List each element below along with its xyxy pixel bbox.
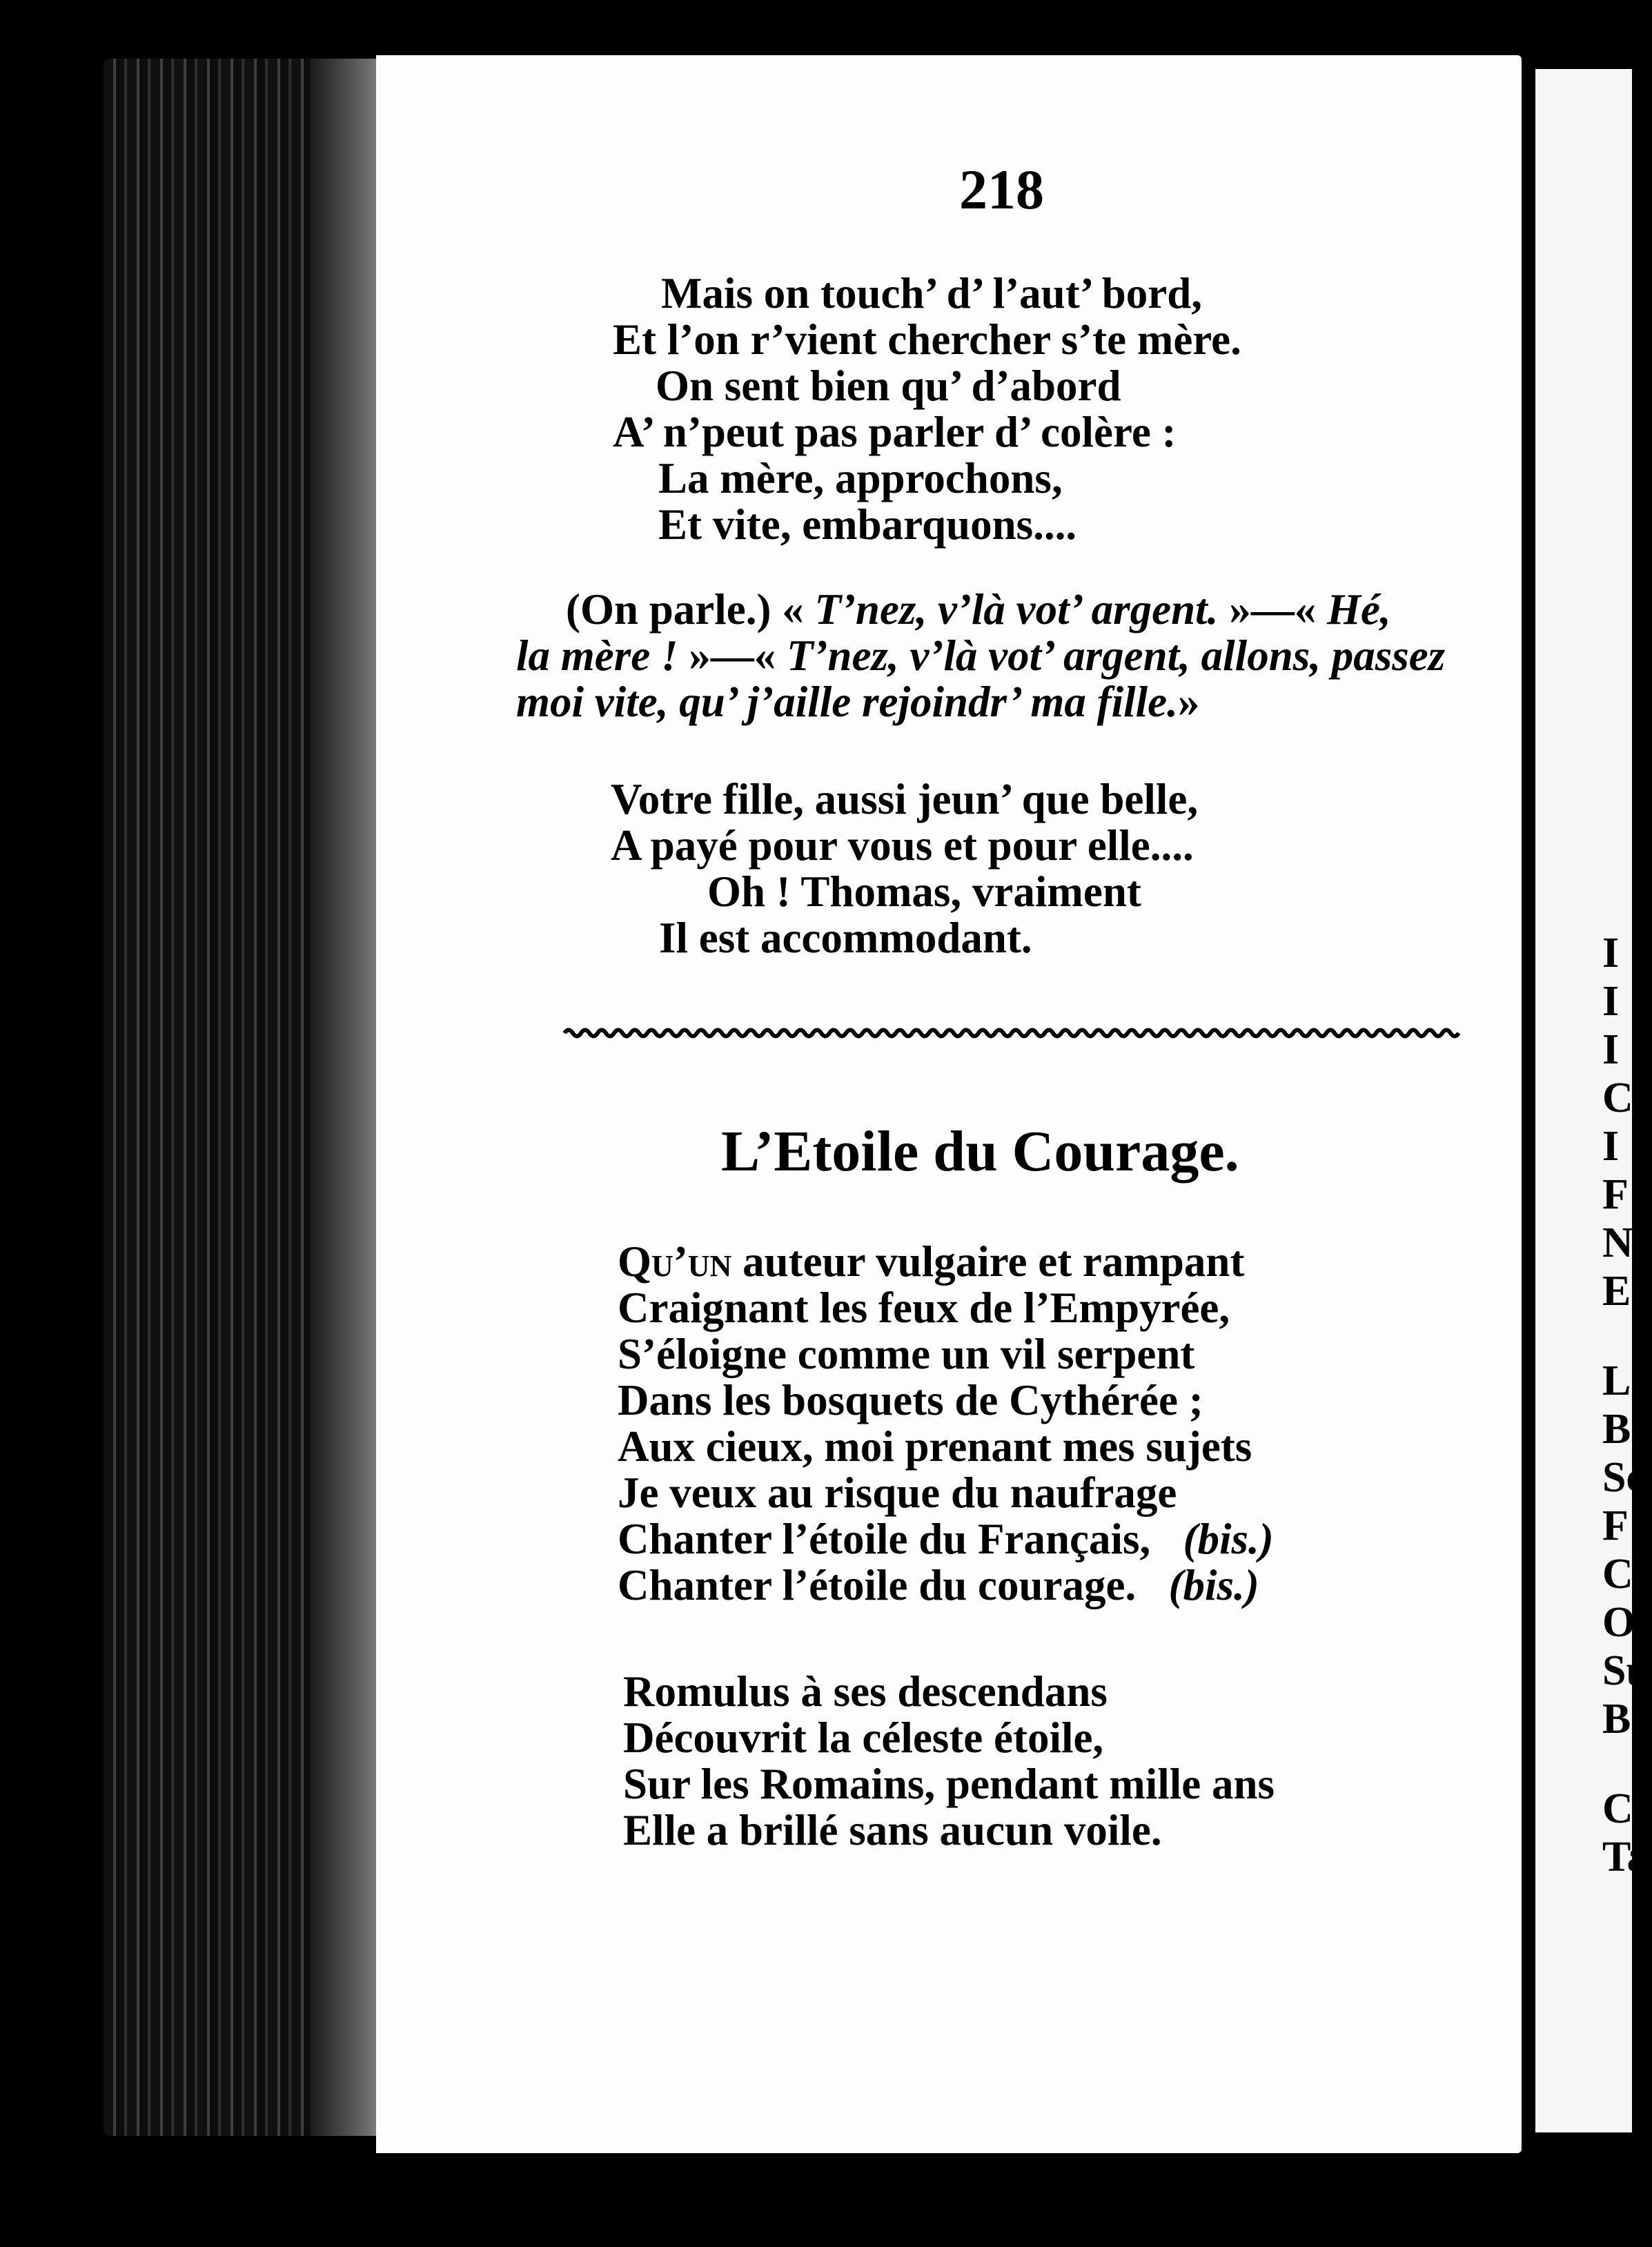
facing-letter: I: [1602, 978, 1620, 1025]
spoken-quote: moi vite, qu’ j’aille rejoindr’ ma fille.: [516, 678, 1178, 726]
song-title: L’Etoile du Courage.: [721, 1119, 1239, 1184]
facing-letter: F: [1602, 1502, 1629, 1549]
song-stanza-1: [618, 1239, 1274, 1609]
facing-letter: Sc: [1602, 1454, 1645, 1501]
verse-line: A’ n’peut pas parler d’ colère :: [613, 408, 1177, 456]
spoken-quote: la mère !: [516, 631, 678, 680]
verse-line: Sur les Romains, pendant mille ans: [623, 1760, 1275, 1808]
spoken-line: [516, 633, 1482, 679]
facing-letter: C: [1602, 1551, 1633, 1598]
spoken-end: »: [1177, 678, 1200, 726]
facing-letter: I: [1602, 930, 1620, 977]
verse-line: Votre fille, aussi jeun’ que belle,: [611, 775, 1199, 823]
spoken-lead: (On parle.) «: [566, 585, 815, 634]
facing-letter: O: [1602, 1599, 1636, 1646]
spoken-quote: Hé,: [1326, 585, 1391, 634]
facing-letter: Ce: [1602, 1785, 1652, 1832]
spoken-quote: T’nez, v’là vot’ argent.: [814, 585, 1219, 634]
verse-line: Romulus à ses descendans: [623, 1667, 1108, 1716]
section-divider: [564, 1027, 1462, 1039]
facing-letter: C: [1602, 1075, 1633, 1121]
verse-text: auteur vulgaire et rampant: [731, 1237, 1245, 1286]
stanza-end: [613, 271, 1241, 548]
spoken-passage: [516, 587, 1482, 725]
verse-line: Il est accommodant.: [659, 914, 1032, 962]
verse-line: Découvrit la céleste étoile,: [623, 1714, 1104, 1762]
verse-line: Et l’on r’vient chercher s’te mère.: [613, 315, 1241, 364]
verse-line: Je veux au risque du naufrage: [618, 1469, 1177, 1517]
verse-line: On sent bien qu’ d’abord: [656, 362, 1121, 410]
facing-letter: B: [1602, 1406, 1631, 1453]
spoken-separator: »—«: [678, 631, 787, 680]
spoken-separator: »—«: [1218, 585, 1327, 634]
verse-line: Craignant les feux de l’Empyrée,: [618, 1284, 1230, 1332]
facing-letter: N: [1602, 1219, 1633, 1266]
page-number: 218: [959, 158, 1044, 221]
drop-word: Qu’un: [618, 1237, 732, 1286]
verse-line: [618, 1239, 1274, 1285]
verse-line: Mais on touch’ d’ l’aut’ bord,: [661, 269, 1203, 317]
verse-line: Elle a brillé sans aucun voile.: [623, 1806, 1162, 1854]
bis-marker: (bis.): [1183, 1515, 1274, 1563]
verse-line: Oh ! Thomas, vraiment: [707, 867, 1141, 916]
refrain-line: [618, 1516, 1274, 1562]
verse-line: Et vite, embarquons....: [658, 500, 1077, 549]
verse-text: Chanter l’étoile du courage.: [618, 1561, 1137, 1609]
facing-letter: Ta: [1602, 1834, 1649, 1881]
stanza-close: [611, 776, 1198, 961]
facing-letter: E: [1602, 1268, 1631, 1315]
verse-line: Dans les bosquets de Cythérée ;: [618, 1376, 1203, 1424]
facing-letter: Br: [1602, 1696, 1650, 1743]
spoken-line: [516, 587, 1482, 633]
book-page-edges: [104, 59, 393, 2136]
verse-line: La mère, approchons,: [658, 454, 1063, 502]
facing-letter: Su: [1602, 1647, 1650, 1694]
spoken-quote: T’nez, v’là vot’ argent, allons, passez: [786, 631, 1446, 680]
facing-letter: I: [1602, 1026, 1620, 1073]
verse-text: Chanter l’étoile du Français,: [618, 1515, 1151, 1563]
facing-letter: F: [1602, 1171, 1629, 1218]
verse-line: A payé pour vous et pour elle....: [611, 821, 1194, 870]
verse-line: Aux cieux, moi prenant mes sujets: [618, 1422, 1252, 1471]
song-stanza-2: [623, 1669, 1275, 1854]
bis-marker: (bis.): [1168, 1561, 1259, 1609]
refrain-line: [618, 1562, 1274, 1609]
facing-letter: I: [1602, 1123, 1620, 1170]
facing-letter: L: [1602, 1357, 1631, 1404]
verse-line: S’éloigne comme un vil serpent: [618, 1330, 1195, 1378]
spoken-line: [516, 679, 1482, 725]
